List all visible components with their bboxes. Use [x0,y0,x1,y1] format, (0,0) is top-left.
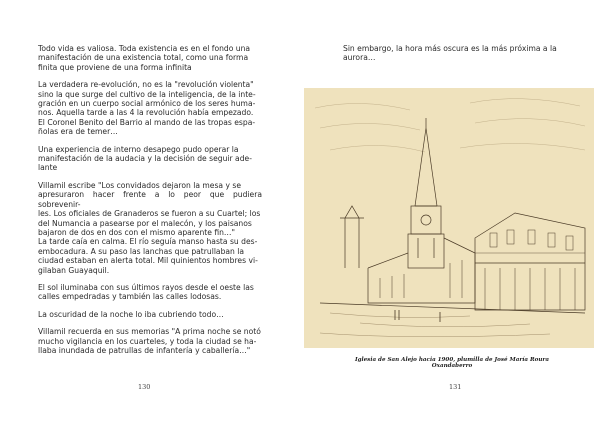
church-illustration [300,88,600,348]
paragraph-7: Villamil recuerda en sus memorias "A prima noche se notó mucho vigilancia en los cuarteles, y toda la ciudad se ha- llaba inundada de patrullas de infantería y caballería…" [38,327,261,355]
right-intro-text [343,44,565,63]
right-page [300,0,600,425]
left-text-column [38,44,262,363]
page-number-left: 130 [138,383,151,391]
page-number-right: 131 [449,383,462,391]
paragraph-1: Todo vida es valiosa. Toda existencia es en el fondo una manifestación de una existencia total, como una forma finita que proviene de una forma infinita [38,44,251,72]
paragraph-3: Una experiencia de interno desapego pudo operar la manifestación de la audacia y la decisión de seguir ade- lante [38,144,252,173]
paragraph-6: La oscuridad de la noche lo iba cubriendo todo… [38,309,224,319]
figure-caption: Iglesia de San Alejo hacia 1900, plumilla de José María Roura Oxandaberro [354,357,550,369]
paragraph-4: Villamil escribe "Los convidados dejaron la mesa y se apresuraron hacer frente a lo peor que pudiera sobrevenir- les. Los oficiales de Granaderos se fueron a su Cuartel; los del Numancia a pasearse por el malecón, y los paisanos bajaron de dos en dos con el mismo aparente fin…" La tarde caía en calma. El río seguía manso hasta su des- embocadura. A su paso las lanchas que patrullaban la ciudad estaban en alerta total. Mil quinientos hombres vi- gilaban Guayaquil. [38,180,262,275]
intro-paragraph: Sin embargo, la hora más oscura es la más próxima a la aurora… [343,44,557,63]
paragraph-2: La verdadera re-evolución, no es la "revolución violenta" sino la que surge del cultivo de la inteligencia, de la inte- gración en un cuerpo social armónico de los seres huma- nos. Aquella tarde a las 4 la revolución había empezado. El Coronel Benito del Barrio al mando de las tropas espa- ñolas era de temer… [38,80,256,137]
paragraph-5: El sol iluminaba con sus últimos rayos desde el oeste las calles empedradas y también las calles lodosas. [38,282,254,302]
